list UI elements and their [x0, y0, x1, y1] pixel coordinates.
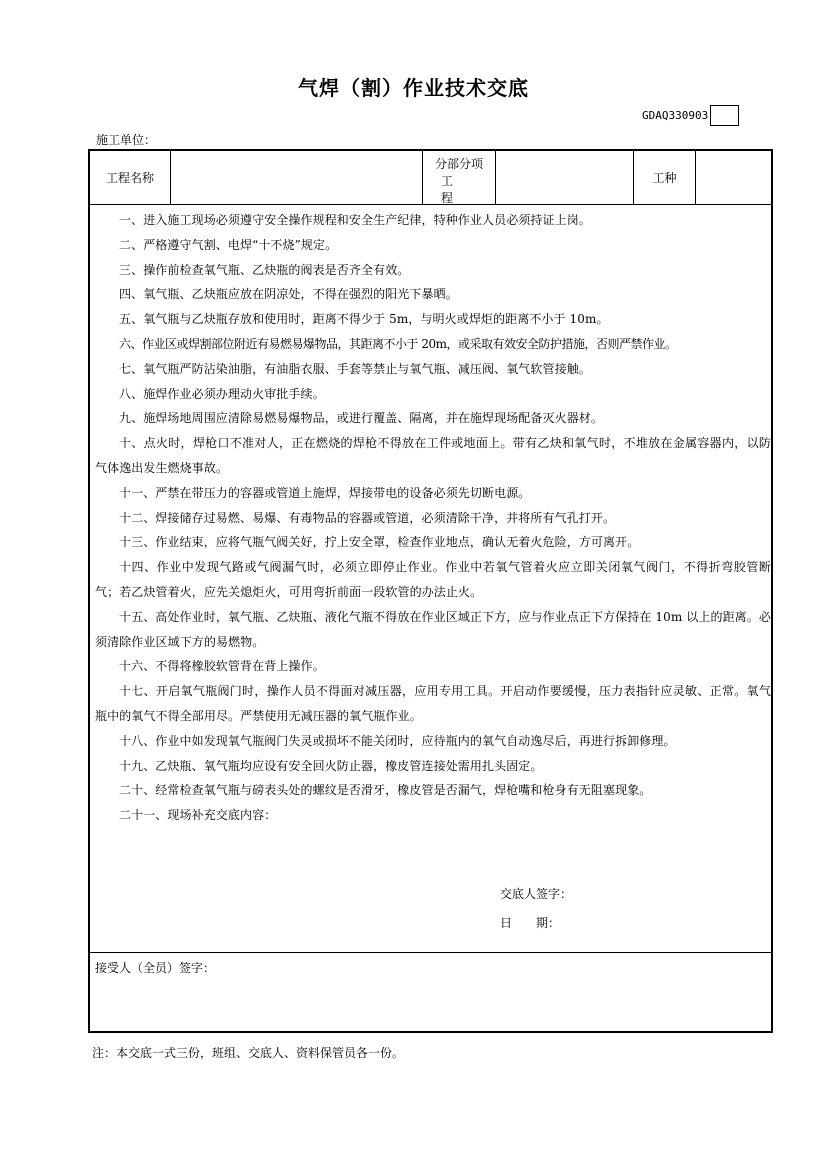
sub-project-value: [496, 151, 634, 204]
document-code-box: [710, 105, 739, 126]
document-title: 气焊（割）作业技术交底: [298, 76, 529, 100]
briefing-item: 三、操作前检查氧气瓶、乙炔瓶的阀表是否齐全有效。: [119, 262, 410, 277]
sub-project-label-line1: 分部分项: [434, 157, 483, 171]
briefing-item: 十八、作业中如发现氧气瓶阀门失灵或损坏不能关闭时，应待瓶内的氧气自动逸尽后，再进行拆卸修理。: [119, 733, 676, 748]
briefing-form: [88, 149, 773, 1033]
document-code: [642, 105, 739, 126]
briefing-item: 十、点火时，焊枪口不准对人，正在燃烧的焊枪不得放在工件或地面上。带有乙炔和氧气时，不堆放在金属容器内，以防气体逸出发生燃烧事故。: [95, 436, 771, 475]
briefing-item: 九、施焊场地周围应清除易燃易爆物品，或进行覆盖、隔离，并在施焊现场配备灭火器材。: [119, 411, 604, 426]
sub-project-label: [423, 151, 496, 204]
briefing-item: 十三、作业结束，应将气瓶气阀关好，拧上安全罩，检查作业地点，确认无着火危险，方可离开。: [119, 535, 640, 550]
briefing-item: 十六、不得将橡胶软管背在背上操作。: [119, 659, 325, 674]
work-type-label: 工种: [634, 151, 696, 204]
form-header-row: [90, 151, 771, 205]
briefing-item: 十四、作业中发现气路或气阀漏气时，必须立即停止作业。作业中若氧气管着火应立即关闭氧气阀门，不得折弯胶管断气；若乙炔管着火，应先关熄炬火，可用弯折前面一段软管的办法止火。: [95, 560, 771, 599]
project-name-label: 工程名称: [90, 151, 171, 204]
briefing-item: 六、作业区或焊割部位附近有易燃易爆物品，其距离不小于 20m，或采取有效安全防护措施，否则严禁作业。: [119, 336, 677, 351]
construction-unit-label: 施工单位：: [96, 133, 157, 147]
briefing-item: 八、施焊作业必须办理动火审批手续。: [119, 386, 325, 401]
project-name-value: [171, 151, 423, 204]
footer-note: 注：本交底一式三份，班组、交底人、资料保管员各一份。: [92, 1046, 405, 1060]
briefing-item: 五、氧气瓶与乙炔瓶存放和使用时，距离不得少于 5m，与明火或焊炬的距离不小于 10m。: [119, 312, 609, 327]
briefing-item: 十五、高处作业时，氧气瓶、乙炔瓶、液化气瓶不得放在作业区域正下方，应与作业点正下方保持在 10m 以上的距离。必须清除作业区域下方的易燃物。: [95, 609, 771, 649]
briefing-items: [95, 208, 771, 828]
briefing-item: 二、严格遵守气割、电焊“十不烧”规定。: [119, 237, 338, 252]
sub-project-label-line2: 工程: [441, 174, 472, 205]
briefing-item: 二十一、现场补充交底内容：: [119, 808, 277, 823]
briefing-item: 四、氧气瓶、乙炔瓶应放在阴凉处，不得在强烈的阳光下暴晒。: [119, 287, 458, 302]
briefing-content: [90, 205, 771, 953]
work-type-value: [696, 151, 771, 204]
briefing-item: 一、进入施工现场必须遵守安全操作规程和安全生产纪律，特种作业人员必须持证上岗。: [119, 213, 591, 227]
briefing-item: 七、氧气瓶严防沾染油脂，有油脂衣服、手套等禁止与氧气瓶、减压阀、氧气软管接触。: [119, 361, 591, 376]
briefing-item: 二十、经常检查氧气瓶与磅表头处的螺纹是否滑牙，橡皮管是否漏气，焊枪嘴和枪身有无阻塞现象。: [119, 783, 652, 798]
briefing-item: 十七、开启氧气瓶阀门时，操作人员不得面对减压器，应用专用工具。开启动作要缓慢，压力表指针应灵敏、正常。氧气瓶中的氧气不得全部用尽。严禁使用无减压器的氧气瓶作业。: [95, 684, 771, 723]
briefing-item: 十九、乙炔瓶、氧气瓶均应设有安全回火防止器，橡皮管连接处需用扎头固定。: [119, 758, 543, 773]
document-code-text: GDAQ330903: [642, 109, 709, 122]
receiver-signature-label: 接受人（全员）签字：: [95, 961, 216, 975]
date-label: 日 期：: [500, 916, 561, 930]
presenter-signature-label: 交底人签字：: [500, 887, 573, 901]
briefing-item: 十二、焊接储存过易燃、易爆、有毒物品的容器或管道，必须清除干净，并将所有气孔打开。: [119, 510, 616, 525]
briefing-item: 十一、严禁在带压力的容器或管道上施焊，焊接带电的设备必须先切断电源。: [119, 485, 531, 500]
